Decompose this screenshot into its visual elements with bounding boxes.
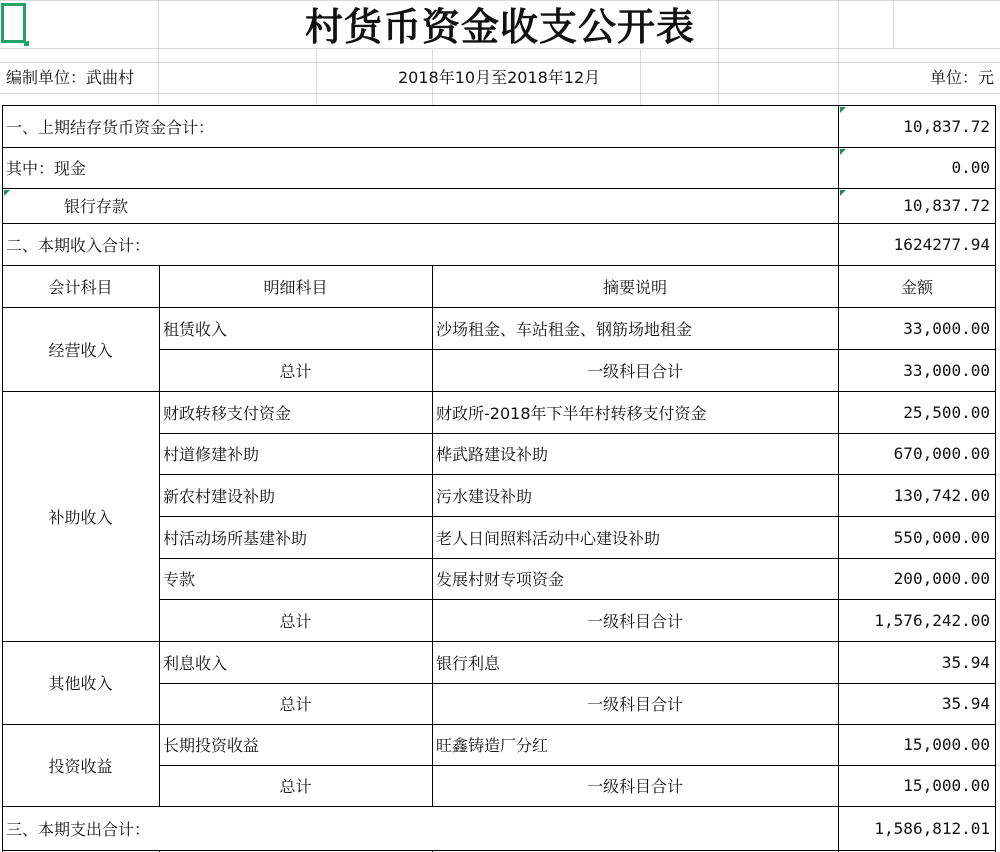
opening-total-value: 10,837.72 [903,116,990,136]
table-row[interactable] [2,433,996,474]
subtotal-summary: 一级科目合计 [586,695,683,714]
amount-cell: 670,000.00 [893,444,990,463]
page-title: 村货币资金收支公开表 [304,4,695,49]
group-name[interactable]: 投资收益 [48,756,113,776]
cell-error-indicator-icon[interactable] [4,190,10,196]
summary-cell: 发展村财专项资金 [436,570,565,589]
subtotal-row[interactable] [2,599,996,641]
table-border [2,147,996,148]
header-detail: 明细科目 [263,277,328,297]
subtotal-label: 总计 [279,361,312,381]
header-summary: 摘要说明 [602,277,667,297]
table-border [2,307,996,308]
table-border [2,641,996,642]
income-total-value: 1624277.94 [893,234,990,254]
table-row[interactable] [2,558,996,599]
table-border [2,105,3,852]
amount-cell: 25,500.00 [903,402,990,422]
bank-label: 银行存款 [64,197,129,216]
cell-error-indicator-icon[interactable] [840,190,846,196]
subtotal-label: 总计 [279,611,312,631]
detail-cell: 新农村建设补助 [163,486,276,506]
summary-cell: 银行利息 [436,653,501,673]
summary-cell: 沙场租金、车站租金、钢筋场地租金 [436,319,693,339]
table-border [2,850,996,851]
table-border [159,265,160,806]
cash-label: 其中：现金 [6,159,87,178]
table-border [995,105,996,852]
amount-cell: 550,000.00 [893,527,990,547]
compiling-unit: 编制单位：武曲村 [6,68,135,87]
table-border [159,599,996,600]
subtotal-amount: 15,000.00 [903,776,990,795]
opening-total-row[interactable] [2,105,996,147]
table-border [159,516,996,517]
opening-total-label: 一、上期结存货币资金合计： [6,117,215,137]
subtotal-summary: 一级科目合计 [586,611,683,631]
table-border [2,391,996,392]
table-border [2,105,996,106]
subtotal-amount: 1,576,242.00 [874,610,990,630]
table-border [2,724,996,725]
summary-cell: 老人日间照料活动中心建设补助 [436,528,661,548]
table-row[interactable] [2,474,996,516]
expense-total-row[interactable] [2,806,996,850]
table-border [2,223,996,224]
bank-row[interactable] [2,188,996,223]
amount-cell: 33,000.00 [903,318,990,338]
expense-total-label: 三、本期支出合计： [6,819,151,839]
amount-cell: 200,000.00 [893,569,990,588]
report-period: 2018年10月至2018年12月 [398,68,601,87]
subtotal-summary: 一级科目合计 [586,777,683,796]
detail-cell: 长期投资收益 [163,736,260,755]
subtotal-label: 总计 [279,695,312,714]
bank-value: 10,837.72 [903,196,990,215]
cash-value: 0.00 [951,158,990,177]
header-amount: 金额 [900,277,933,297]
table-row[interactable] [2,307,996,349]
subtotal-row[interactable] [2,683,996,724]
currency-unit: 单位：元 [929,68,994,87]
table-border [159,474,996,475]
cell-error-indicator-icon[interactable] [840,149,846,155]
income-total-label: 二、本期收入合计： [6,235,151,255]
subtotal-label: 总计 [279,777,312,796]
summary-cell: 污水建设补助 [436,486,533,506]
table-border [2,188,996,189]
subtotal-amount: 35.94 [941,694,990,713]
amount-cell: 130,742.00 [893,485,990,505]
group-name[interactable]: 其他收入 [48,674,113,693]
expense-total-value: 1,586,812.01 [874,818,990,838]
detail-cell: 专款 [163,570,196,589]
group-name[interactable]: 经营收入 [48,340,113,360]
table-row[interactable] [2,391,996,433]
amount-cell: 35.94 [941,652,990,672]
table-border [159,558,996,559]
detail-cell: 租赁收入 [163,319,228,339]
summary-cell: 旺鑫铸造厂分红 [436,736,549,755]
header-account: 会计科目 [48,277,113,297]
detail-cell: 村活动场所基建补助 [163,528,308,548]
cell-error-indicator-icon[interactable] [840,107,846,113]
table-border [2,265,996,266]
table-header-row [2,265,996,307]
group-name[interactable]: 补助收入 [48,507,113,527]
summary-cell: 桦武路建设补助 [436,445,549,464]
table-border [159,765,996,766]
cash-row[interactable] [2,147,996,188]
table-border [432,265,433,806]
amount-cell: 15,000.00 [903,735,990,754]
table-border [838,105,839,852]
subtotal-row[interactable] [2,765,996,806]
table-border [159,349,996,350]
table-border [159,683,996,684]
subtotal-amount: 33,000.00 [903,360,990,380]
subtotal-summary: 一级科目合计 [586,361,683,381]
table-border [2,806,996,807]
detail-cell: 利息收入 [163,653,228,673]
detail-cell: 村道修建补助 [163,445,260,464]
table-border [159,433,996,434]
table-row[interactable] [2,724,996,765]
subtotal-row[interactable] [2,349,996,391]
table-row[interactable] [2,516,996,558]
income-total-row[interactable] [2,223,996,265]
summary-cell: 财政所-2018年下半年村转移支付资金 [436,403,707,423]
detail-cell: 财政转移支付资金 [163,403,292,423]
table-row[interactable] [2,641,996,683]
